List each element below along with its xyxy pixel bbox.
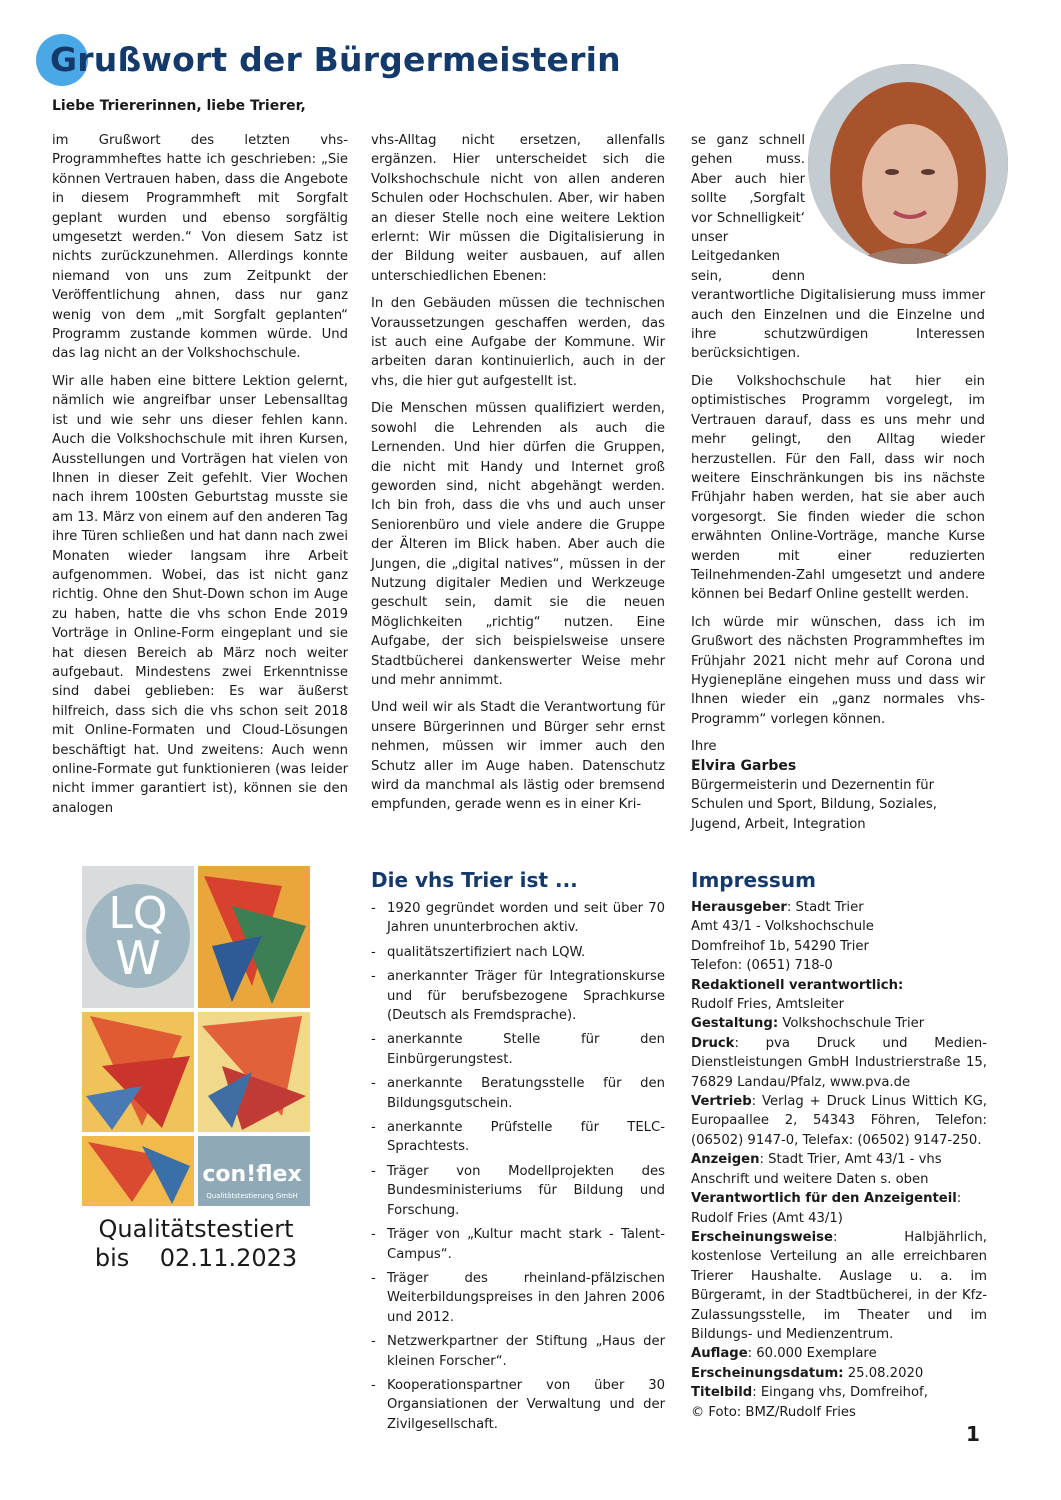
impressum-value: Volkshochschule Trier (778, 1016, 925, 1032)
list-item: - Kooperationspartner von über 30 Organsiationen der Verwaltung und der Zivilgesellschaft. (371, 1376, 665, 1434)
impressum-anzeigenteil-value: Rudolf Fries (Amt 43/1) (691, 1210, 843, 1226)
impressum-label: Anzeigen (691, 1152, 760, 1168)
letter-paragraph: Die Volkshochschule hat hier ein optimistisches Programm vorgelegt, im Vertrauen darauf, dass es uns mehr und mehr gelingt, den Alltag wieder herzustellen. Für den Fall, dass wir noch weitere Einschränkungen bis ins nächste Frühjahr haben werden, hat sie aber auch vorgesorgt. Sie finden wieder die schon erwähnten Online-Vorträge, manche Kurse werden mit einer reduzierten Teilnehmenden-Zahl umgesetzt und andere können bei Bedarf Online gestellt werden. (691, 373, 985, 603)
impressum-value: : Halbjährlich, kostenlose Verteilung an alle erreichbaren Trierer Haushalte. Auslage u. a. im Bürgeramt, in der Stadtbücherei, in der Kfz-Zulassungsstelle, im Theater und im Bildungs- und Medienzentrum. (691, 1229, 987, 1342)
impressum-label: Herausgeber (691, 900, 787, 915)
lqw-logo-graphic (82, 866, 310, 1276)
impressum-block (691, 898, 987, 1422)
impressum-value: : Stadt Trier (786, 900, 864, 915)
impressum-label: Titelbild (691, 1385, 753, 1401)
conflex-subtitle: Qualitätstestierung GmbH (206, 1192, 298, 1200)
letter-column-1 (52, 131, 348, 826)
letter-paragraph: vhs-Alltag nicht ersetzen, allenfalls ergänzen. Hier unterscheidet sich die Volkshochschule nicht von allen anderen Schulen oder Hochschulen. Aber, wir haben an dieser Stelle noch eine weitere Lektion erlernt: Wir müssen die Digitalisierung in der Bildung weiter ausbauen, auf allen unterschiedlichen Ebenen: (371, 133, 665, 284)
lqw-certification-logo (82, 866, 310, 1276)
list-item: - anerkannter Träger für Integrationskurse und für berufsbezogene Sprachkurse (Deutsch als Fremdsprache). (371, 967, 665, 1025)
letter-paragraph: In den Gebäuden müssen die technischen Voraussetzungen geschaffen werden, das ist auch eine Aufgabe der Kommune. Wir arbeiten daran kontinuierlich, auch in der vhs, die hier gut aufgestellt ist. (371, 296, 665, 389)
salutation: Liebe Triererinnen, liebe Trierer, (52, 98, 306, 114)
letter-paragraph: im Grußwort des letzten vhs-Programmheftes hatte ich geschrieben: „Sie können Vertrauen haben, dass die Angebote in diesem Programmheft mit Sorgfalt geplant wurden und ebenso sorgfältig umgesetzt werden.“ Von diesem Satz ist nichts zurückzunehmen. Allerdings konnte niemand von uns zum Zeitpunkt der Veröffentlichung ahnen, dass nur ganz wenig von dem „mit Sorgfalt geplanten“ Programm zustande kommen würde. Und das lag nicht an der Volkshochschule. (52, 133, 348, 362)
page-title: Grußwort der Bürgermeisterin (50, 40, 621, 79)
letter-paragraph: Ich würde mir wünschen, dass ich im Grußwort des nächsten Programmheftes im Frühjahr 2021 nicht mehr auf Corona und Hygienepläne eingehen muss und dass wir Ihnen wieder ein „ganz normales vhs-Programm“ vorlegen können. (691, 614, 985, 727)
vhs-heading: Die vhs Trier ist ... (371, 868, 578, 892)
impressum-druck (691, 1034, 987, 1092)
certified-text: Qualitätstestiert (98, 1215, 294, 1243)
impressum-value: : (956, 1191, 962, 1207)
impressum-address2: Domfreihof 1b, 54290 Trier (691, 938, 869, 954)
impressum-herausgeber (691, 898, 987, 917)
impressum-foto: © Foto: BMZ/Rudolf Fries (691, 1404, 856, 1420)
impressum-phone: Telefon: (0651) 718-0 (691, 958, 833, 974)
list-item: - anerkannte Stelle für den Einbürgerungstest. (371, 1030, 665, 1069)
impressum-label: Verantwortlich für den Anzeigenteil (691, 1191, 957, 1207)
impressum-label: Gestaltung: (691, 1016, 779, 1032)
letter-paragraph: Die Menschen müssen qualifiziert werden, sowohl die Lehrenden als auch die Lernenden. Und hier dürfen die Gruppen, die nicht mit Handy und Internet groß geworden sind, nicht abgehängt werden. Ich bin froh, dass die vhs und auch unser Seniorenbüro und viele andere die Gruppe der Älteren im Blick haben. Aber auch die Jungen, die „digital natives“, müssen in der Nutzung digitaler Medien und Werkzeuge geschult sein, damit sie die neuen Möglichkeiten „richtig“ nutzen. Eine Aufgabe, der sich beispielsweise unsere Stadtbücherei dankenswerter Weise mehr und mehr annimmt. (371, 401, 665, 688)
impressum-label: Druck (691, 1035, 735, 1051)
impressum-value: : Stadt Trier, Amt 43/1 - vhs Anschrift und weitere Daten s. oben (691, 1152, 942, 1187)
portrait-wrap-spacer (805, 131, 985, 279)
impressum-value: : Eingang vhs, Domfreihof, (752, 1385, 928, 1401)
closing: Ihre (691, 739, 717, 755)
impressum-label: Auflage (691, 1346, 748, 1362)
impressum-gestaltung (691, 1014, 987, 1033)
letter-column-2 (371, 131, 665, 823)
impressum-titelbild (691, 1383, 987, 1402)
impressum-value: : pva Druck und Medien-Dienstleistungen GmbH Industrierstraße 15, 76829 Landau/Pfalz, www.pva.de (691, 1035, 987, 1090)
impressum-redaktion-label (691, 976, 987, 995)
lqw-text-line1: LQ (108, 888, 168, 939)
signer-name: Elvira Garbes (691, 757, 797, 774)
list-item: - Netzwerkpartner der Stiftung „Haus der kleinen Forscher“. (371, 1332, 665, 1371)
impressum-value: : 60.000 Exemplare (747, 1346, 877, 1362)
impressum-address1: Amt 43/1 - Volkshochschule (691, 919, 874, 935)
impressum-heading: Impressum (691, 868, 816, 892)
list-item: - Träger von Modellprojekten des Bundesministeriums für Bildung und Forschung. (371, 1162, 665, 1220)
impressum-label: Vertrieb (691, 1094, 752, 1110)
impressum-anzeigen (691, 1150, 987, 1189)
impressum-label: Redaktionell verantwortlich: (691, 977, 904, 993)
lqw-text-line2: W (115, 931, 161, 985)
list-item: - qualitätszertifiziert nach LQW. (371, 943, 665, 962)
page-number: 1 (966, 1422, 980, 1446)
impressum-redaktion-value: Rudolf Fries, Amtsleiter (691, 997, 845, 1013)
impressum-label: Erscheinungsdatum: (691, 1365, 844, 1381)
signer-title: Bürgermeisterin und Dezernentin für Schulen und Sport, Bildung, Soziales, Jugend, Arbeit, Integration (691, 778, 937, 832)
impressum-vertrieb (691, 1092, 987, 1150)
list-item: - anerkannte Beratungsstelle für den Bildungsgutschein. (371, 1074, 665, 1113)
impressum-label: Erscheinungsweise (691, 1229, 833, 1245)
conflex-brand: con!flex (202, 1162, 302, 1187)
list-item: - anerkannte Prüfstelle für TELC-Sprachtests. (371, 1118, 665, 1157)
letter-column-3 (691, 131, 985, 834)
list-item: - Träger des rheinland-pfälzischen Weiterbildungspreises in den Jahren 2006 und 2012. (371, 1269, 665, 1327)
certified-until: bis 02.11.2023 (94, 1244, 298, 1272)
impressum-value: 25.08.2020 (843, 1365, 924, 1381)
impressum-value: : Verlag + Druck Linus Wittich KG, Europaallee 2, 54343 Föhren, Telefon: (06502) 9147-0, Telefax: (06502) 9147-250. (691, 1094, 987, 1148)
impressum-erscheinungsweise (691, 1228, 987, 1344)
impressum-anzeigenteil-label (691, 1189, 987, 1208)
impressum-auflage (691, 1344, 987, 1363)
impressum-datum (691, 1364, 987, 1383)
list-item: - 1920 gegründet worden und seit über 70 Jahren ununterbrochen aktiv. (371, 899, 665, 938)
vhs-facts-list (371, 899, 665, 1439)
list-item: - Träger von „Kultur macht stark - Talent-Campus“. (371, 1225, 665, 1264)
letter-paragraph: Und weil wir als Stadt die Verantwortung für unsere Bürgerinnen und Bürger sehr ernst nehmen, müssen wir immer auch den Schutz aller im Auge haben. Datenschutz wird da manchmal als lästig oder bremsend empfunden, gerade wenn es in einer Kri- (371, 700, 665, 813)
letter-paragraph: se ganz schnell gehen muss. Aber auch hier sollte ‚Sorgfalt vor Schnelligkeit‘ unser Leitgedanken sein, denn verantwortliche Digitalisierung muss immer auch den Einzelnen und die Einzelne und ihre schutzwürdigen Interessen berücksichtigen. (691, 133, 985, 362)
letter-paragraph: Wir alle haben eine bittere Lektion gelernt, nämlich wie angreifbar unser Lebensalltag ist und wie sehr uns dieser fehlen kann. Auch die Volkshochschule mit ihren Kursen, Ausstellungen und Vorträgen hat vielen von Ihnen in dieser Zeit gefehlt. Vier Wochen nach ihrem 100sten Geburtstag musste sie am 13. März von einem auf den anderen Tag ihre Türen schließen und hat dann nach zwei Monaten wieder langsam ihre Arbeit aufgenommen. Wobei, das ist nicht ganz richtig. Ohne den Shut-Down schon im Auge zu haben, hatte die vhs schon Ende 2019 Vorträge in Online-Form eingeplant und sie hat diesen Bereich ab März noch weiter aufgebaut. Mindestens zwei Erkenntnisse sind dabei geblieben: Es war äußerst hilfreich, dass sich die vhs schon seit 2018 mit Online-Formaten und Cloud-Lösungen beschäftigt hat. Und zweitens: Auch wenn online-Formate gut funktionieren (was leider nicht immer garantiert ist), können sie den analogen (52, 373, 348, 816)
